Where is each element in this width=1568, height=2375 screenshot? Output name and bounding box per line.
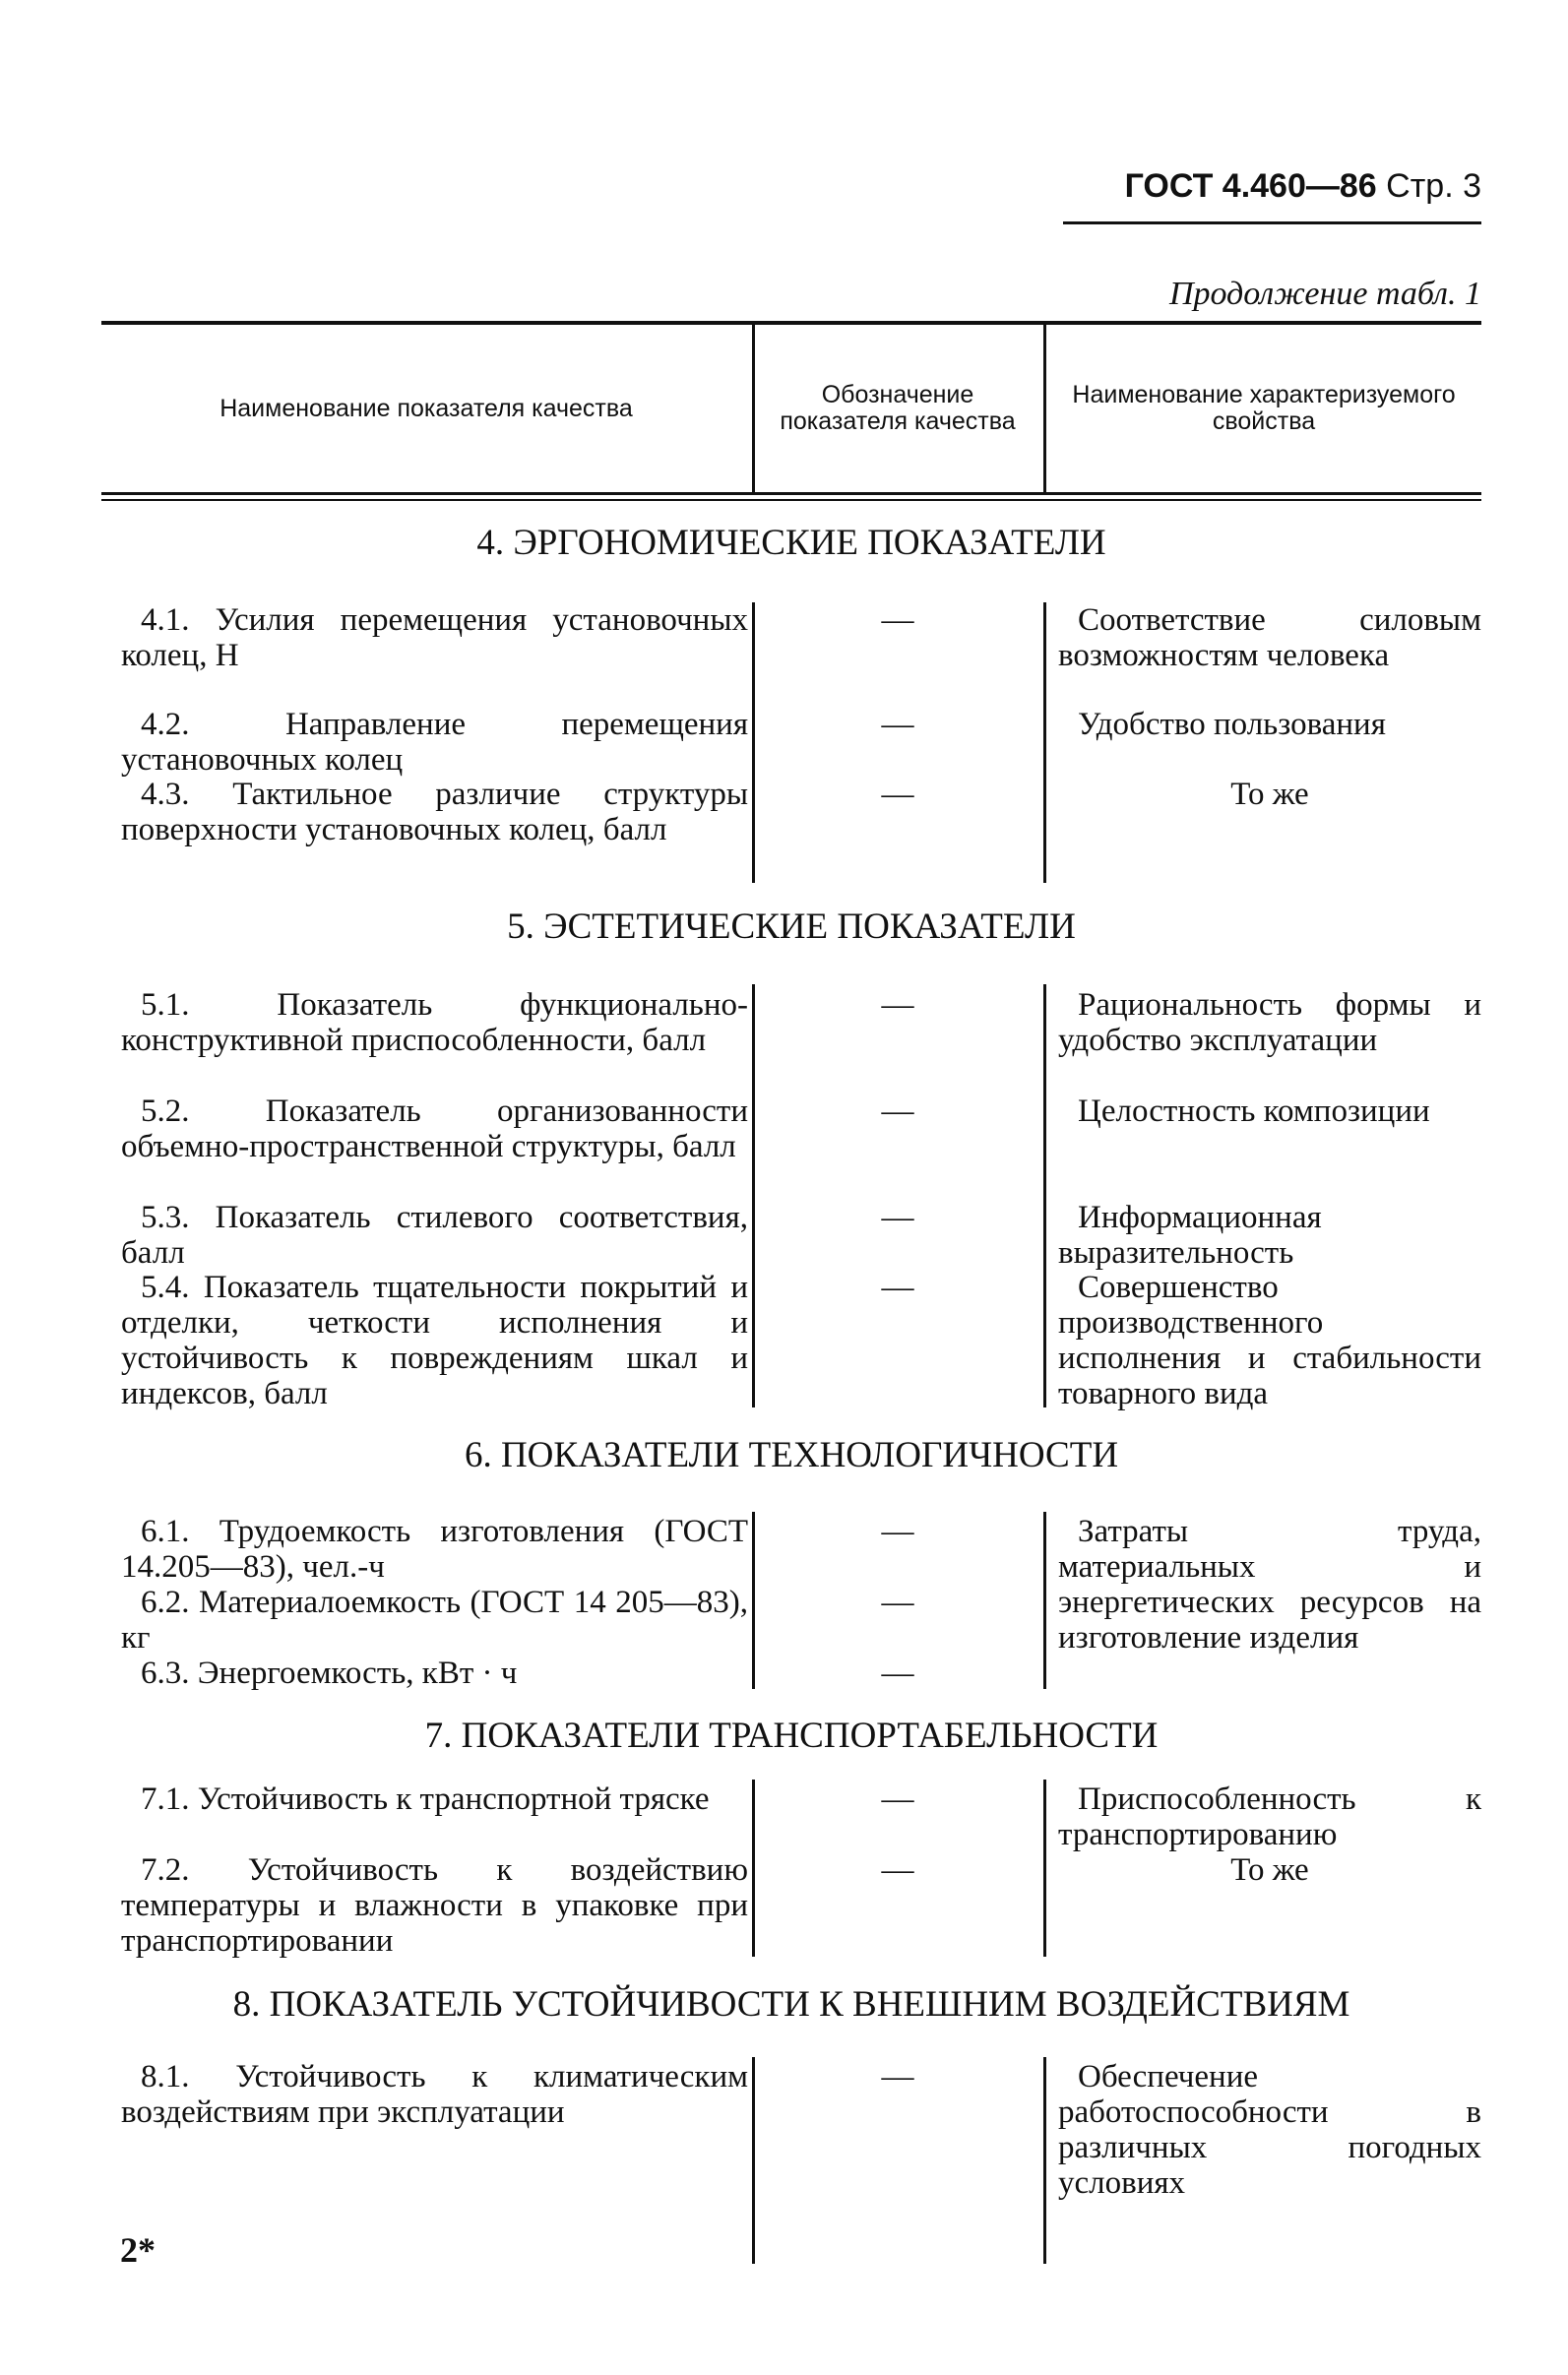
indicator-symbol: — <box>881 707 914 742</box>
indicator-property: Целостность композиции <box>1078 1094 1430 1129</box>
table-head-rule <box>101 492 1481 495</box>
section-title: 6. ПОКАЗАТЕЛИ ТЕХНОЛОГИЧНОСТИ <box>464 1435 1119 1475</box>
column-divider <box>752 602 755 883</box>
section-title: 7. ПОКАЗАТЕЛИ ТРАНСПОРТАБЕЛЬНОСТИ <box>424 1716 1159 1756</box>
indicator-name: 4.1. Усилия перемещения установочных колец, Н <box>121 602 748 673</box>
indicator-symbol: — <box>881 602 914 638</box>
indicator-symbol: — <box>881 1852 914 1888</box>
indicator-symbol: — <box>881 777 914 812</box>
indicator-name: 6.2. Материалоемкость (ГОСТ 14 205—83), кг <box>121 1585 748 1656</box>
indicator-name: 5.3. Показатель стилевого соответствия, балл <box>121 1200 748 1271</box>
column-divider <box>1043 1512 1046 1689</box>
indicator-name: 6.3. Энергоемкость, кВт · ч <box>141 1656 518 1691</box>
column-divider <box>752 984 755 1407</box>
column-divider <box>1043 602 1046 883</box>
indicator-name: 8.1. Устойчивость к климатическим воздействиям при эксплуатации <box>121 2059 748 2130</box>
header-rule <box>1063 221 1481 224</box>
indicator-property: Рациональность формы и удобство эксплуатации <box>1058 987 1481 1058</box>
section-title: 5. ЭСТЕТИЧЕСКИЕ ПОКАЗАТЕЛИ <box>507 906 1076 947</box>
indicator-symbol: — <box>881 1094 914 1129</box>
table-continuation-label: Продолжение табл. 1 <box>1168 276 1481 312</box>
indicator-property: То же <box>1230 1852 1309 1888</box>
indicator-name: 5.1. Показатель функционально-конструктивной приспособленности, балл <box>121 987 748 1058</box>
column-header-property: Наименование характеризуемого свойства <box>1072 381 1456 435</box>
column-divider <box>1043 2057 1046 2264</box>
indicator-name: 4.3. Тактильное различие структуры поверхности установочных колец, балл <box>121 777 748 847</box>
standard-number: ГОСТ 4.460—86 <box>1124 167 1377 205</box>
indicator-name: 7.1. Устойчивость к транспортной тряске <box>141 1781 710 1817</box>
column-divider <box>1043 984 1046 1407</box>
indicator-property: Удобство пользования <box>1078 707 1386 742</box>
indicator-symbol: — <box>881 1656 914 1691</box>
page-number: Стр. 3 <box>1386 167 1481 205</box>
indicator-name: 5.4. Показатель тщательности покрытий и отделки, четкости исполнения и устойчивость к повреждениям шкал и индексов, балл <box>121 1270 748 1411</box>
indicator-symbol: — <box>881 1514 914 1549</box>
indicator-property: Соответствие силовым возможностям человека <box>1058 602 1481 673</box>
indicator-property: Информационная выразительность <box>1058 1200 1322 1271</box>
section-title: 4. ЭРГОНОМИЧЕСКИЕ ПОКАЗАТЕЛИ <box>476 523 1106 563</box>
indicator-name: 5.2. Показатель организованности объемно-пространственной структуры, балл <box>121 1094 748 1164</box>
column-header-symbol: Обозначение показателя качества <box>780 381 1016 435</box>
indicator-property: Приспособленность к транспортированию <box>1058 1781 1481 1852</box>
indicator-property: То же <box>1230 777 1309 812</box>
page-header <box>1063 167 1481 206</box>
page-signature-mark: 2* <box>120 2230 156 2270</box>
indicator-name: 4.2. Направление перемещения установочных колец <box>121 707 748 778</box>
indicator-symbol: — <box>881 2059 914 2094</box>
table-head-rule-double <box>101 499 1481 501</box>
indicator-symbol: — <box>881 1200 914 1235</box>
indicator-symbol: — <box>881 987 914 1023</box>
indicator-symbol: — <box>881 1781 914 1817</box>
indicator-property: Затраты труда, материальных и энергетических ресурсов на изготовление изделия <box>1058 1514 1481 1656</box>
column-header-name: Наименование показателя качества <box>220 394 633 422</box>
indicator-name: 7.2. Устойчивость к воздействию температуры и влажности в упаковке при транспортировании <box>121 1852 748 1959</box>
indicator-property: Совершенство производственного исполнения и стабильности товарного вида <box>1058 1270 1481 1411</box>
indicator-name: 6.1. Трудоемкость изготовления (ГОСТ 14.205—83), чел.-ч <box>121 1514 748 1585</box>
indicator-symbol: — <box>881 1585 914 1620</box>
indicator-symbol: — <box>881 1270 914 1305</box>
indicator-property: Обеспечение работоспособности в различных погодных условиях <box>1058 2059 1481 2201</box>
column-divider <box>1043 1780 1046 1957</box>
section-title: 8. ПОКАЗАТЕЛЬ УСТОЙЧИВОСТИ К ВНЕШНИМ ВОЗДЕЙСТВИЯМ <box>232 1984 1350 2025</box>
